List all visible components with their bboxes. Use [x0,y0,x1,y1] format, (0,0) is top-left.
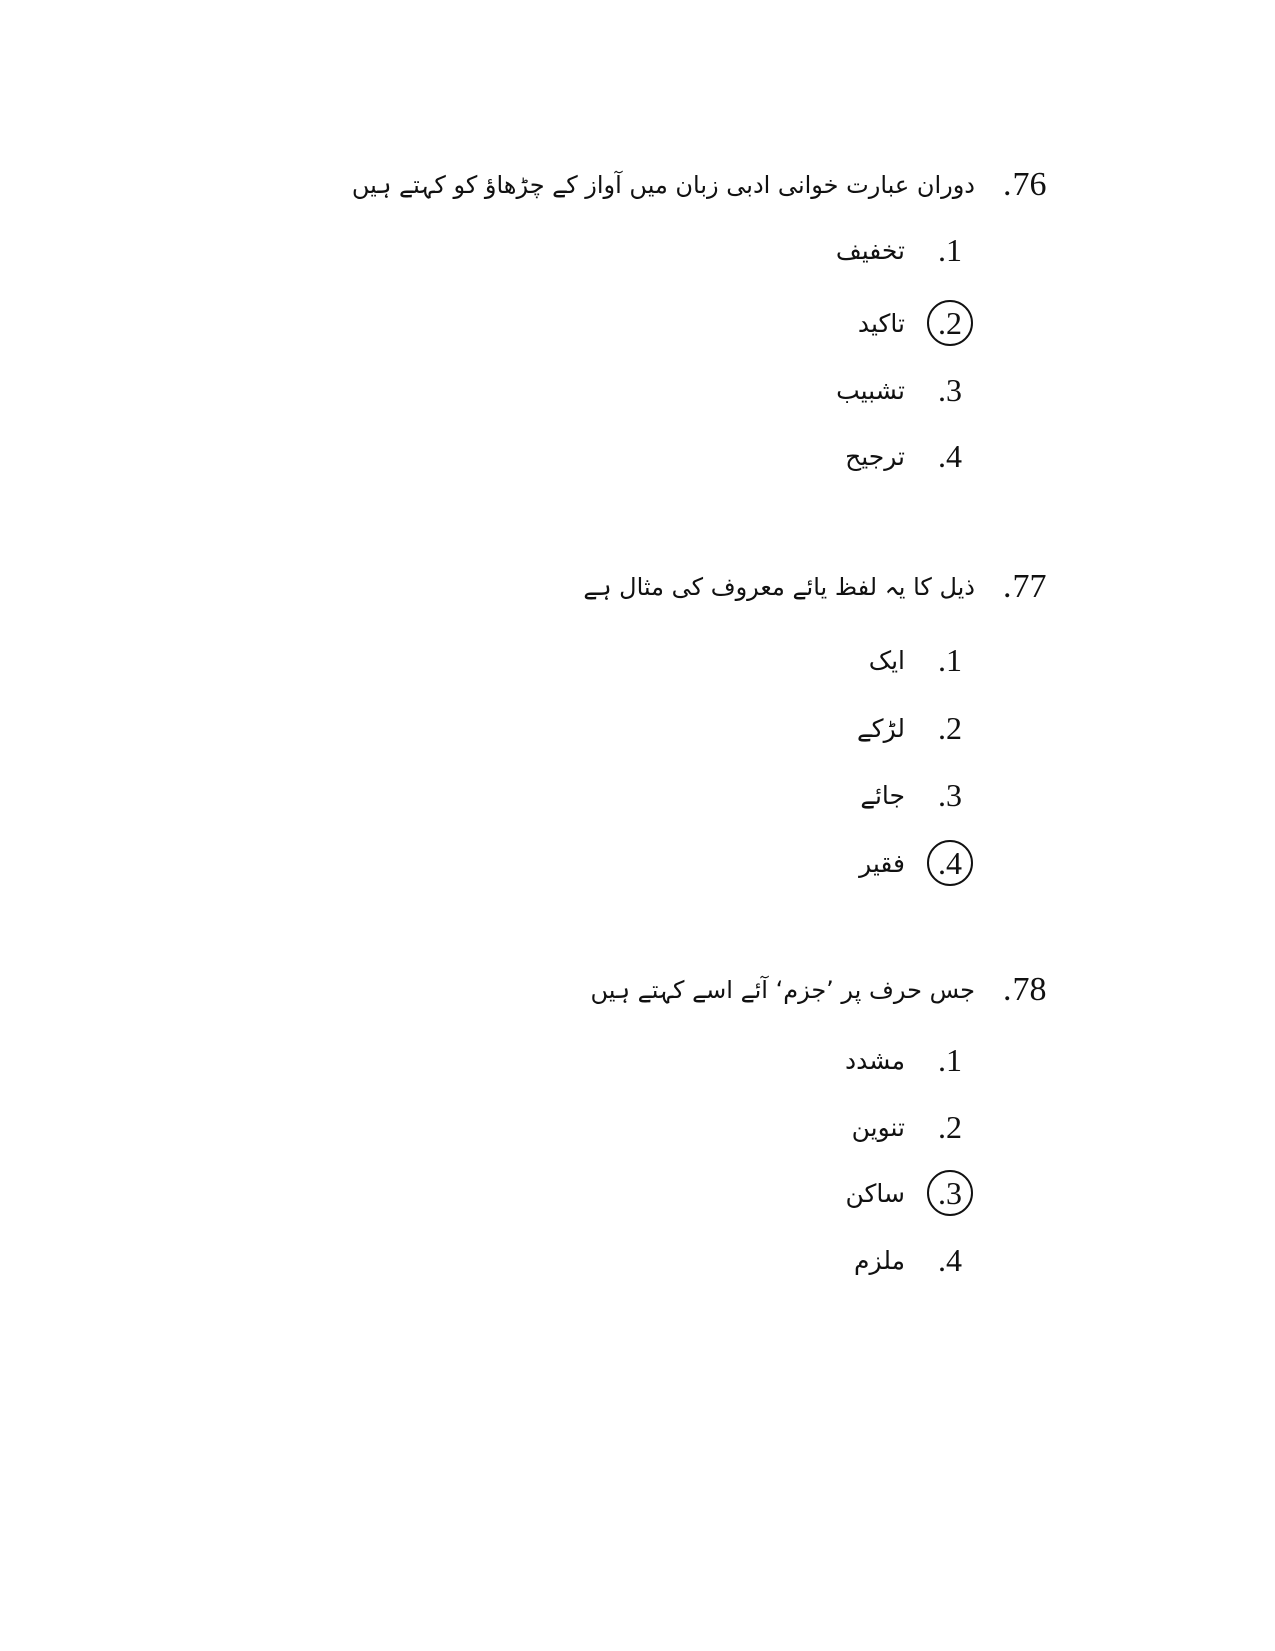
question-text: دوران عبارت خوانی ادبی زبان میں آواز کے چڑھاؤ کو کہتے ہیں [351,171,975,199]
question-text: جس حرف پر ’جزم‘ آئے اسے کہتے ہیں [590,976,975,1004]
option-text: تشبیب [836,375,905,405]
number-dot: . [1003,568,1012,605]
option-2[interactable] [795,1104,973,1150]
option-number: . 1 [938,641,962,678]
circled-option-number: . 2 [927,300,973,346]
option-3[interactable] [795,367,973,413]
circled-option-number: . 4 [927,840,973,886]
option-text: تاکید [857,308,905,338]
option-text: ملزم [854,1245,905,1275]
question-text: ذیل کا یہ لفظ یائے معروف کی مثال ہے [583,573,975,601]
number-dot: . [1003,971,1012,1008]
option-number: . 2 [938,1108,962,1145]
option-number: . 2 [938,709,962,746]
question-number-value: 77 [1012,568,1047,605]
option-2-selected[interactable] [795,300,973,346]
question-number [1003,567,1047,607]
option-number: . 4 [938,1241,962,1278]
option-number: . 3 [938,776,962,813]
question-number-value: 78 [1012,971,1047,1008]
option-text: لڑکے [857,713,905,743]
option-4-selected[interactable] [795,840,973,886]
option-number: . 4 [938,437,962,474]
option-text: مشدد [845,1045,905,1075]
question-number [1003,970,1047,1010]
option-1[interactable] [795,1037,973,1083]
option-text: ترجیح [845,441,905,471]
option-number: . 1 [938,231,962,268]
option-4[interactable] [795,433,973,479]
option-text: ایک [868,645,905,675]
option-text: تنوین [851,1112,905,1142]
option-3-selected[interactable] [795,1170,973,1216]
option-text: فقیر [859,848,905,878]
question-number-value: 76 [1012,166,1047,203]
option-3[interactable] [795,772,973,818]
option-text: جائے [860,780,905,810]
option-4[interactable] [795,1237,973,1283]
option-text: ساکن [845,1178,905,1208]
option-number: . 3 [938,371,962,408]
option-1[interactable] [795,637,973,683]
option-2[interactable] [795,705,973,751]
option-number: . 1 [938,1041,962,1078]
option-text: تخفیف [835,235,905,265]
circled-option-number: . 3 [927,1170,973,1216]
number-dot: . [1003,166,1012,203]
question-number [1003,165,1047,205]
option-1[interactable] [795,227,973,273]
